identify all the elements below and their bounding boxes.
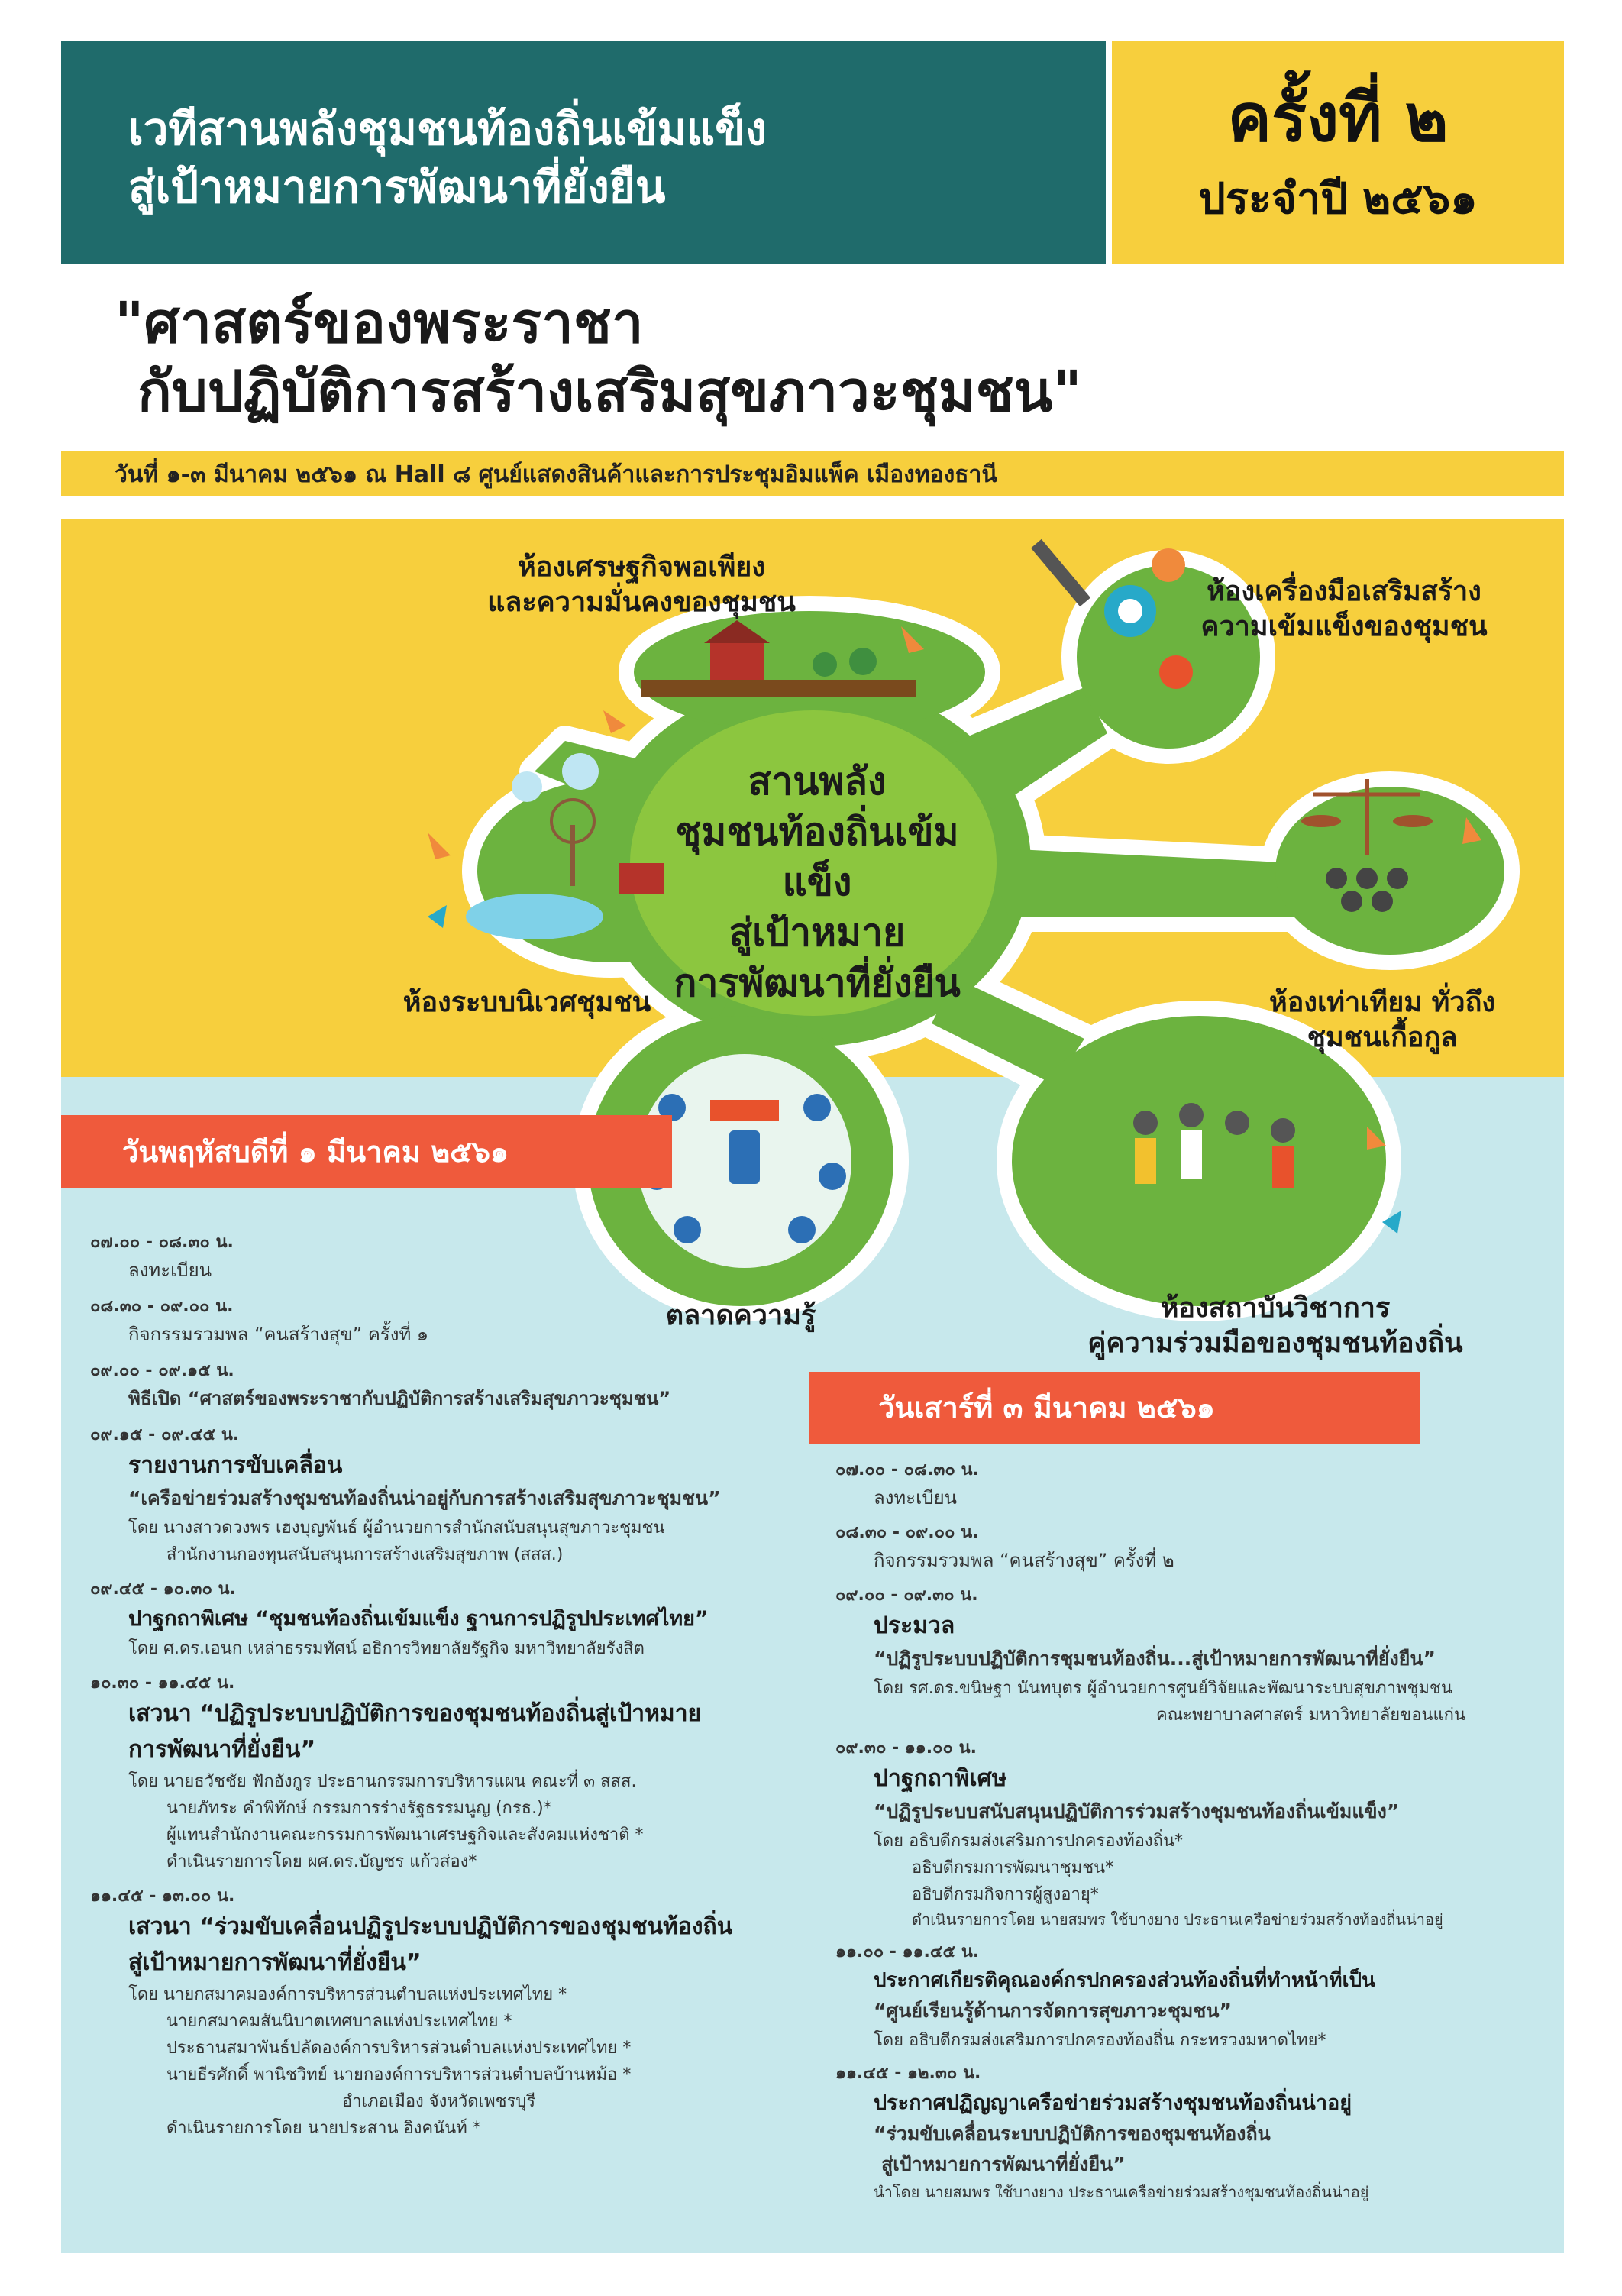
session-text: “ปฏิรูประบบสนับสนุนปฏิบัติการร่วมสร้างชุมชนท้องถิ่นเข้มแข็ง” bbox=[874, 1800, 1400, 1822]
session-speaker: นายกสมาคมสันนิบาตเทศบาลแห่งประเทศไทย * bbox=[166, 2012, 512, 2031]
session-time: ๐๗.๐๐ - ๐๘.๓๐ น. bbox=[835, 1460, 979, 1479]
year-label: ประจำปี ๒๕๖๑ bbox=[1198, 174, 1478, 224]
day3-session-3 bbox=[835, 1581, 1561, 1728]
room-institute-line1: ห้องสถาบันวิชาการ bbox=[1160, 1292, 1391, 1324]
header-title-line2: สู่เป้าหมายการพัฒนาที่ยั่งยืน bbox=[128, 161, 666, 213]
room-institute-line2: คู่ความร่วมมือของชุมชนท้องถิ่น bbox=[1087, 1327, 1463, 1359]
session-title: เสวนา “ปฏิรูประบบปฏิบัติการของชุมชนท้องถิ่นสู่เป้าหมาย bbox=[128, 1700, 702, 1727]
session-speaker: อธิบดีกรมกิจการผู้สูงอายุ* bbox=[912, 1885, 1099, 1904]
day3-schedule bbox=[835, 1456, 1561, 2204]
day1-session-2 bbox=[90, 1292, 808, 1349]
session-time: ๐๘.๓๐ - ๐๙.๐๐ น. bbox=[835, 1523, 979, 1542]
session-speaker: ดำเนินรายการโดย ผศ.ดร.บัญชร แก้วส่อง* bbox=[166, 1852, 477, 1871]
day1-session-3 bbox=[90, 1357, 808, 1413]
room-tools-line2: ความเข้มแข็งของชุมชน bbox=[1200, 611, 1488, 642]
session-title: เสวนา “ร่วมขับเคลื่อนปฏิรูประบบปฏิบัติการของชุมชนท้องถิ่น bbox=[128, 1913, 733, 1940]
event-date: วันที่ ๑-๓ มีนาคม ๒๕๖๑ ณ Hall ๘ ศูนย์แสดงสินค้าและการประชุมอิมแพ็ค เมืองทองธานี bbox=[115, 461, 997, 488]
header-title-line1: เวทีสานพลังชุมชนท้องถิ่นเข้มแข็ง bbox=[128, 103, 767, 155]
session-time: ๐๘.๓๐ - ๐๙.๐๐ น. bbox=[90, 1297, 234, 1316]
session-speaker: อำเภอเมือง จังหวัดเพชรบุรี bbox=[342, 2092, 536, 2111]
room-tools bbox=[1176, 574, 1512, 645]
hub-line1: สานพลัง bbox=[748, 759, 887, 804]
room-equality-line1: ห้องเท่าเทียม ทั่วถึง bbox=[1269, 987, 1495, 1018]
session-title: ปาฐกถาพิเศษ “ชุมชนท้องถิ่นเข้มแข็ง ฐานการปฏิรูปประเทศไทย” bbox=[128, 1607, 709, 1631]
hub-label bbox=[664, 756, 970, 1008]
day1-session-1 bbox=[90, 1228, 808, 1285]
day3-badge: วันเสาร์ที่ ๓ มีนาคม ๒๕๖๑ bbox=[809, 1372, 1420, 1444]
session-time: ๐๙.๑๕ - ๐๙.๔๕ น. bbox=[90, 1425, 240, 1444]
room-ecosystem: ห้องระบบนิเวศชุมชน bbox=[402, 987, 651, 1018]
day1-session-6 bbox=[90, 1669, 808, 1874]
session-speaker: โดย นายกสมาคมองค์การบริหารส่วนตำบลแห่งประเทศไทย * bbox=[128, 1985, 567, 2004]
day3-session-5 bbox=[835, 1938, 1561, 2053]
room-economy-line2: และความมั่นคงของชุมชน bbox=[487, 587, 796, 618]
session-speaker: อธิบดีกรมการพัฒนาชุมชน* bbox=[912, 1858, 1114, 1877]
session-text: “ร่วมขับเคลื่อนระบบปฏิบัติการของชุมชนท้องถิ่น bbox=[874, 2123, 1271, 2145]
session-speaker: ดำเนินรายการโดย นายสมพร ใช้บางยาง ประธานเครือข่ายร่วมสร้างท้องถิ่นน่าอยู่ bbox=[912, 1910, 1443, 1929]
room-tools-line1: ห้องเครื่องมือเสริมสร้าง bbox=[1207, 576, 1481, 607]
session-text: ลงทะเบียน bbox=[874, 1487, 958, 1509]
session-time: ๐๙.๔๕ - ๑๐.๓๐ น. bbox=[90, 1580, 236, 1599]
session-time: ๑๑.๔๕ - ๑๓.๐๐ น. bbox=[90, 1887, 235, 1906]
main-title-line1: "ศาสตร์ของพระราชา bbox=[115, 290, 644, 356]
session-title: ปาฐกถาพิเศษ bbox=[874, 1765, 1007, 1792]
session-text: “ศูนย์เรียนรู้ด้านการจัดการสุขภาวะชุมชน” bbox=[874, 2000, 1232, 2022]
hub-line3: สู่เป้าหมาย bbox=[729, 910, 906, 955]
room-institute bbox=[1054, 1291, 1497, 1361]
session-speaker: ดำเนินรายการโดย นายประสาน อิงคนันท์ * bbox=[166, 2119, 481, 2138]
session-title: ประกาศเกียรติคุณองค์กรปกครองส่วนท้องถิ่นที่ทำหน้าที่เป็น bbox=[874, 1969, 1375, 1992]
session-speaker: โดย ศ.ดร.เอนก เหล่าธรรมทัศน์ อธิการวิทยาลัยรัฐกิจ มหาวิทยาลัยรังสิต bbox=[128, 1639, 645, 1658]
session-time: ๐๙.๓๐ - ๑๑.๐๐ น. bbox=[835, 1738, 977, 1758]
session-time: ๑๐.๓๐ - ๑๑.๔๕ น. bbox=[90, 1673, 235, 1693]
session-title: รายงานการขับเคลื่อน bbox=[128, 1452, 343, 1479]
day1-session-5 bbox=[90, 1575, 808, 1661]
session-title: สู่เป้าหมายการพัฒนาที่ยั่งยืน” bbox=[128, 1949, 422, 1976]
session-speaker: ผู้แทนสำนักงานคณะกรรมการพัฒนาเศรษฐกิจและสังคมแห่งชาติ * bbox=[166, 1825, 644, 1845]
session-time: ๑๑.๐๐ - ๑๑.๔๕ น. bbox=[835, 1942, 980, 1961]
room-equality-line2: ชุมชนเกื้อกูล bbox=[1307, 1022, 1458, 1053]
session-speaker: โดย อธิบดีกรมส่งเสริมการปกครองท้องถิ่น กระทรวงมหาดไทย* bbox=[874, 2031, 1326, 2050]
session-time: ๐๙.๐๐ - ๐๙.๓๐ น. bbox=[835, 1586, 978, 1605]
diagram-shape bbox=[477, 565, 1504, 1306]
session-speaker: สำนักงานกองทุนสนับสนุนการสร้างเสริมสุขภาพ (สสส.) bbox=[166, 1545, 564, 1564]
session-title: การพัฒนาที่ยั่งยืน” bbox=[128, 1736, 316, 1763]
day1-session-4 bbox=[90, 1421, 808, 1567]
session-text: “ปฏิรูประบบปฏิบัติการชุมชนท้องถิ่น...สู่เป้าหมายการพัฒนาที่ยั่งยืน” bbox=[874, 1648, 1436, 1670]
session-speaker: ประธานสมาพันธ์ปลัดองค์การบริหารส่วนตำบลแห่งประเทศไทย * bbox=[166, 2039, 632, 2058]
session-time: ๐๙.๐๐ - ๐๙.๑๕ น. bbox=[90, 1361, 234, 1380]
session-text: ลงทะเบียน bbox=[128, 1260, 212, 1281]
session-speaker: โดย นางสาวดวงพร เฮงบุญพันธ์ ผู้อำนวยการสำนักสนับสนุนสุขภาวะชุมชน bbox=[128, 1518, 665, 1538]
day3-session-4 bbox=[835, 1734, 1561, 1932]
session-text: พิธีเปิด “ศาสตร์ของพระราชากับปฏิบัติการสร้างเสริมสุขภาวะชุมชน” bbox=[128, 1388, 671, 1409]
round-label: ครั้งที่ ๒ bbox=[1227, 80, 1449, 157]
session-speaker: นายภัทระ คำพิทักษ์ กรรมการร่างรัฐธรรมนูญ (กรธ.)* bbox=[166, 1799, 552, 1818]
day1-schedule bbox=[90, 1228, 808, 2141]
session-speaker: โดย อธิบดีกรมส่งเสริมการปกครองท้องถิ่น* bbox=[874, 1832, 1184, 1851]
day1-badge: วันพฤหัสบดีที่ ๑ มีนาคม ๒๕๖๑ bbox=[61, 1115, 672, 1188]
session-title: ประกาศปฏิญญาเครือข่ายร่วมสร้างชุมชนท้องถิ่นน่าอยู่ bbox=[874, 2091, 1352, 2115]
room-economy bbox=[435, 550, 848, 620]
day1-session-7 bbox=[90, 1882, 808, 2141]
day3-session-2 bbox=[835, 1518, 1561, 1575]
main-title-line2: กับปฏิบัติการสร้างเสริมสุขภาวะชุมชน" bbox=[137, 359, 1082, 425]
session-text: “เครือข่ายร่วมสร้างชุมชนท้องถิ่นน่าอยู่กับการสร้างเสริมสุขภาวะชุมชน” bbox=[128, 1487, 721, 1509]
session-speaker: โดย รศ.ดร.ขนิษฐา นันทบุตร ผู้อำนวยการศูนย์วิจัยและพัฒนาระบบสุขภาพชุมชน bbox=[874, 1679, 1452, 1698]
day3-session-6 bbox=[835, 2059, 1561, 2204]
hub-line2: ชุมชนท้องถิ่นเข้มแข็ง bbox=[675, 810, 959, 904]
day3-session-1 bbox=[835, 1456, 1561, 1512]
room-economy-line1: ห้องเศรษฐกิจพอเพียง bbox=[518, 551, 765, 583]
session-speaker: คณะพยาบาลศาสตร์ มหาวิทยาลัยขอนแก่น bbox=[1156, 1706, 1465, 1725]
session-speaker: โดย นายธวัชชัย ฟักอังกูร ประธานกรรมการบริหารแผน คณะที่ ๓ สสส. bbox=[128, 1772, 637, 1791]
room-equality bbox=[1229, 985, 1535, 1056]
session-speaker: นำโดย นายสมพร ใช้บางยาง ประธานเครือข่ายร่วมสร้างชุมชนท้องถิ่นน่าอยู่ bbox=[874, 2183, 1369, 2201]
session-speaker: นายธีรศักดิ์ พานิชวิทย์ นายกองค์การบริหารส่วนตำบลบ้านหม้อ * bbox=[166, 2065, 632, 2084]
session-text: สู่เป้าหมายการพัฒนาที่ยั่งยืน” bbox=[881, 2153, 1126, 2175]
session-text: กิจกรรมรวมพล “คนสร้างสุข” ครั้งที่ ๑ bbox=[128, 1324, 429, 1345]
hub-line4: การพัฒนาที่ยั่งยืน bbox=[674, 961, 961, 1005]
session-time: ๐๗.๐๐ - ๐๘.๓๐ น. bbox=[90, 1233, 234, 1252]
room-market: ตลาดความรู้ bbox=[665, 1300, 816, 1331]
session-time: ๑๑.๔๕ - ๑๒.๓๐ น. bbox=[835, 2064, 981, 2083]
session-title: ประมวล bbox=[874, 1612, 955, 1639]
session-text: กิจกรรมรวมพล “คนสร้างสุข” ครั้งที่ ๒ bbox=[874, 1550, 1174, 1571]
